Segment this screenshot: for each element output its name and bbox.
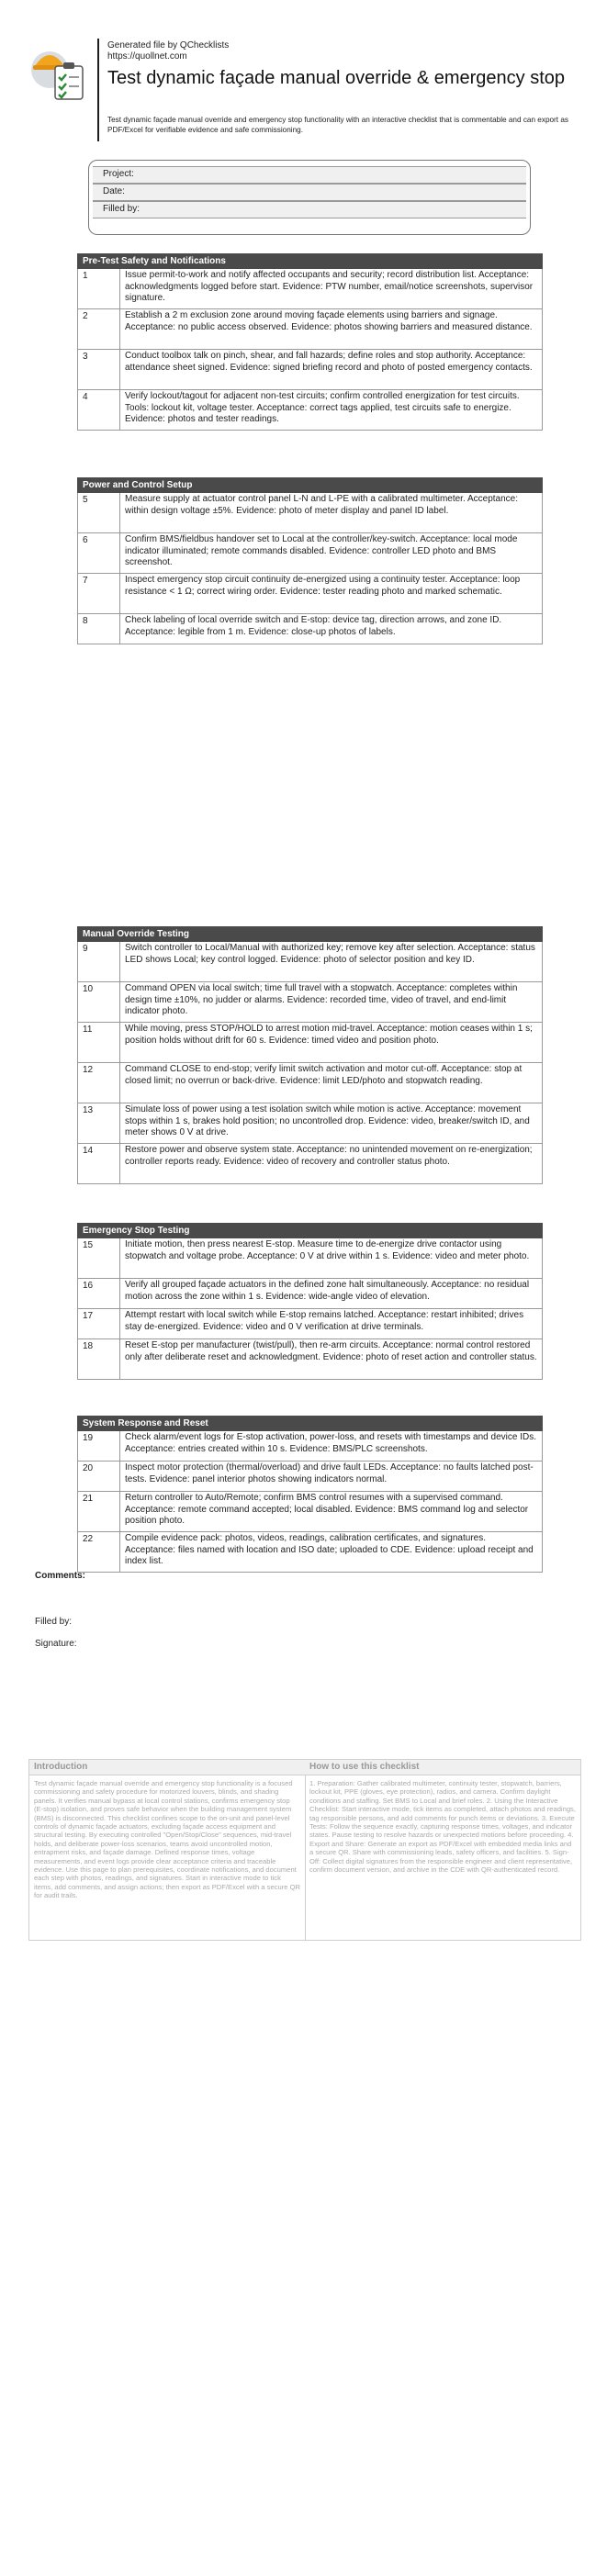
comments-label: Comments: [35, 1571, 86, 1581]
section-emergency-stop [77, 1223, 543, 1380]
item-number: 20 [78, 1462, 120, 1491]
item-text: Conduct toolbox talk on pinch, shear, and fall hazards; define roles and stop authority. Acceptance: attendance sheet signed. Evidence: signed briefing record and photo of posted emergency contacts. [125, 351, 533, 373]
intro-text: Test dynamic façade manual override and emergency stop functionality is a focused commissioning and safety procedure for motorized louvers, blinds, and shading panels. It verifies manual bypass at local control stations, confirms emergency stop (E-stop) isolation, and proves safe behavior when the building management system (BMS) is disconnected. This checklist confines scope to the on-unit and panel-level controls of dynamic façade actuators, excluding façade access equipment and structural testing. By executing controlled "Open/Stop/Close" sequences, mid-travel holds, and deliberate power-loss scenarios, teams avoid uncontrolled motion, entrapment risks, and façade damage. Defined response times, voltage measurements, and event logs provide clear acceptance criteria and traceable evidence. Use this page to plan prerequisites, coordinate notifications, and document each step with photos, readings, and signatures. Start in interactive mode to tick items, add comments, and assign actions; then export as PDF/Excel with a secure QR for audit trails. [34, 1779, 300, 1900]
item-text: Restore power and observe system state. Acceptance: no unintended movement on re-energization; controller reports ready. Evidence: video of recovery and controller status photo. [125, 1145, 533, 1167]
item-text: Reset E-stop per manufacturer (twist/pull), then re-arm circuits. Acceptance: normal control restored only after deliberate reset and acknowledgment. Evidence: photo of reset action and controller status. [125, 1340, 537, 1362]
checklist-item[interactable] [77, 1023, 543, 1063]
checklist-item[interactable] [77, 1063, 543, 1103]
checklist-item[interactable] [77, 390, 543, 431]
item-text: Compile evidence pack: photos, videos, readings, calibration certificates, and signatures. Acceptance: files named with location and ISO date; uploaded to CDE. Evidence: upload receipt and index list. [125, 1533, 534, 1566]
source-url[interactable]: https://quollnet.com [107, 51, 187, 62]
checklist-item[interactable] [77, 1144, 543, 1184]
header-divider [97, 39, 99, 141]
howto-title: How to use this checklist [305, 1760, 580, 1775]
checklist-item[interactable] [77, 309, 543, 350]
project-field[interactable] [93, 166, 526, 184]
item-number: 15 [78, 1238, 120, 1278]
item-number: 3 [78, 350, 120, 389]
item-text: Issue permit-to-work and notify affected occupants and security; record distribution list. Acceptance: acknowledgments logged before start. Evidence: PTW number, email/notice screenshots, supervisor signature. [125, 270, 534, 303]
item-number: 13 [78, 1103, 120, 1143]
section-title: System Response and Reset [77, 1416, 543, 1431]
item-number: 5 [78, 493, 120, 532]
item-text: Measure supply at actuator control panel L-N and L-PE with a calibrated multimeter. Acceptance: within design voltage ±5%. Evidence: photo of meter display and panel ID label. [125, 494, 519, 516]
checklist-item[interactable] [77, 1238, 543, 1279]
section-pre-test [77, 253, 543, 431]
item-number: 1 [78, 269, 120, 308]
section-title: Manual Override Testing [77, 926, 543, 942]
item-text: Return controller to Auto/Remote; confirm BMS control resumes with a supervised command. Acceptance: remote command accepted; local disabled. Evidence: BMS command log and selector position photo. [125, 1493, 529, 1526]
project-info-box [88, 160, 531, 235]
item-number: 8 [78, 614, 120, 644]
item-text: Attempt restart with local switch while E-stop remains latched. Acceptance: restart inhibited; drives stay de-energized. Evidence: video and 0 V verification at drive terminals. [125, 1310, 524, 1332]
checklist-item[interactable] [77, 574, 543, 614]
project-label: Project: [103, 169, 134, 179]
item-number: 14 [78, 1144, 120, 1183]
item-text: Command OPEN via local switch; time full travel with a stopwatch. Acceptance: completes within design time ±10%, no judder or alarms. Evidence: recorded time, video of travel, and end-limit indicator photo. [125, 983, 518, 1016]
checklist-item[interactable] [77, 1492, 543, 1532]
checklist-item[interactable] [77, 1279, 543, 1309]
item-text: Confirm BMS/fieldbus handover set to Local at the controller/key-switch. Acceptance: local mode indicator illuminated; remote commands disabled. Evidence: controller LED photo and BMS screenshot. [125, 534, 518, 567]
checklist-item[interactable] [77, 350, 543, 390]
checklist-item[interactable] [77, 1103, 543, 1144]
checklist-item[interactable] [77, 493, 543, 533]
item-text: Command CLOSE to end-stop; verify limit switch activation and motor cut-off. Acceptance: stop at closed limit; no overrun or back-drive. Evidence: limit LED/photo and stopwatch reading. [125, 1064, 523, 1086]
intro-column [29, 1760, 306, 1940]
filled-by-footer-label: Filled by: [35, 1617, 73, 1627]
checklist-item[interactable] [77, 1532, 543, 1573]
item-text: Check labeling of local override switch and E-stop: device tag, direction arrows, and zone ID. Acceptance: legible from 1 m. Evidence: close-up photos of labels. [125, 615, 502, 637]
date-label: Date: [103, 186, 125, 196]
item-text: Switch controller to Local/Manual with authorized key; remove key after selection. Acceptance: status LED shows Local; key control logged. Evidence: photo of selector position and key ID. [125, 943, 535, 965]
section-manual-override [77, 926, 543, 1184]
filled-by-label: Filled by: [103, 204, 141, 214]
page-title: Test dynamic façade manual override & emergency stop [107, 68, 566, 88]
checklist-item[interactable] [77, 982, 543, 1023]
item-number: 12 [78, 1063, 120, 1103]
filled-by-field[interactable] [93, 201, 526, 218]
item-number: 22 [78, 1532, 120, 1572]
section-system-response [77, 1416, 543, 1573]
checklist-item[interactable] [77, 269, 543, 309]
section-power-control [77, 477, 543, 644]
section-title: Emergency Stop Testing [77, 1223, 543, 1238]
item-number: 17 [78, 1309, 120, 1338]
item-text: Inspect motor protection (thermal/overload) and drive fault LEDs. Acceptance: no faults latched post-tests. Evidence: panel interior photos showing indicators normal. [125, 1462, 534, 1484]
item-text: Check alarm/event logs for E-stop activation, power-loss, and resets with timestamps and device IDs. Acceptance: entries created within 10 s. Evidence: BMS/PLC screenshots. [125, 1432, 536, 1454]
item-number: 9 [78, 942, 120, 981]
item-number: 4 [78, 390, 120, 430]
generated-info [107, 40, 229, 62]
item-text: Inspect emergency stop circuit continuity de-energized using a continuity tester. Acceptance: loop resistance < 1 Ω; correct wiring order. Evidence: tester reading photo and marked schematic. [125, 575, 521, 597]
item-text: Verify all grouped façade actuators in the defined zone halt simultaneously. Acceptance: no residual motion across the zone within 1 s. Evidence: wide-angle video of elevation. [125, 1280, 530, 1302]
howto-column [305, 1760, 580, 1940]
item-number: 21 [78, 1492, 120, 1531]
item-number: 19 [78, 1431, 120, 1461]
checklist-item[interactable] [77, 1431, 543, 1462]
item-number: 7 [78, 574, 120, 613]
checklist-logo-icon [28, 39, 92, 103]
item-text: Simulate loss of power using a test isolation switch while motion is active. Acceptance: movement stops within 1 s, brakes hold position; no uncontrolled drop. Evidence: video, breaker/switch ID, and meter shows 0 V at drive. [125, 1104, 530, 1137]
generated-by: Generated file by QChecklists [107, 40, 230, 50]
checklist-item[interactable] [77, 1309, 543, 1339]
item-text: Initiate motion, then press nearest E-stop. Measure time to de-energize drive contactor using stopwatch and voltage probe. Acceptance: 0 V at drive within 1 s. Evidence: video and meter photo. [125, 1239, 530, 1261]
item-text: While moving, press STOP/HOLD to arrest motion mid-travel. Acceptance: motion ceases within 1 s; position holds without drift for 60 s. Evidence: timed video and position photo. [125, 1024, 533, 1046]
intro-title: Introduction [29, 1760, 305, 1775]
item-number: 10 [78, 982, 120, 1022]
section-title: Power and Control Setup [77, 477, 543, 493]
item-text: Establish a 2 m exclusion zone around moving façade elements using barriers and signage. Acceptance: no public access observed. Evidence: photos showing barriers and measured distance. [125, 310, 533, 332]
howto-text: 1. Preparation: Gather calibrated multimeter, continuity tester, stopwatch, barriers, lockout kit, PPE (gloves, eye protection), radios, and camera. Confirm daylight conditions and staffing. Set BMS to Local and brief roles. 2. Using the Interactive Checklist: Start interactive mode, tick items as completed, attach photos and readings, tag responsible persons, and add comments for punch items or deviations. 3. Execute Tests: Follow the sequence exactly, capturing response times, voltages, and indicator states. Pause testing to resolve hazards or unexpected motions before proceeding. 4. Export and Share: Generate an export as PDF/Excel with embedded media links and a secure QR. Share with commissioning leads, safety officers, and facilities. 5. Sign-Off: Collect digital signatures from the responsible engineer and client representative, confirm document version, and archive in the CDE with QR-authenticated record. [309, 1779, 576, 1875]
checklist-item[interactable] [77, 1339, 543, 1380]
item-number: 18 [78, 1339, 120, 1379]
item-number: 2 [78, 309, 120, 349]
page-subtitle: Test dynamic façade manual override and emergency stop functionality with an interactive checklist that is commentable and can export as PDF/Excel for verifiable evidence and safe commissioning. [107, 116, 568, 134]
checklist-item[interactable] [77, 533, 543, 574]
checklist-item[interactable] [77, 614, 543, 644]
item-text: Verify lockout/tagout for adjacent non-test circuits; confirm controlled energization for test circuits. Tools: lockout kit, voltage tester. Acceptance: correct tags applied, test circuits safe to energize. Evidence: photos and tester readings. [125, 391, 520, 424]
section-title: Pre-Test Safety and Notifications [77, 253, 543, 269]
checklist-item[interactable] [77, 1462, 543, 1492]
signature-label: Signature: [35, 1639, 77, 1649]
checklist-item[interactable] [77, 942, 543, 982]
date-field[interactable] [93, 184, 526, 201]
item-number: 11 [78, 1023, 120, 1062]
item-number: 6 [78, 533, 120, 573]
footer-info-box [28, 1759, 581, 1941]
item-number: 16 [78, 1279, 120, 1308]
